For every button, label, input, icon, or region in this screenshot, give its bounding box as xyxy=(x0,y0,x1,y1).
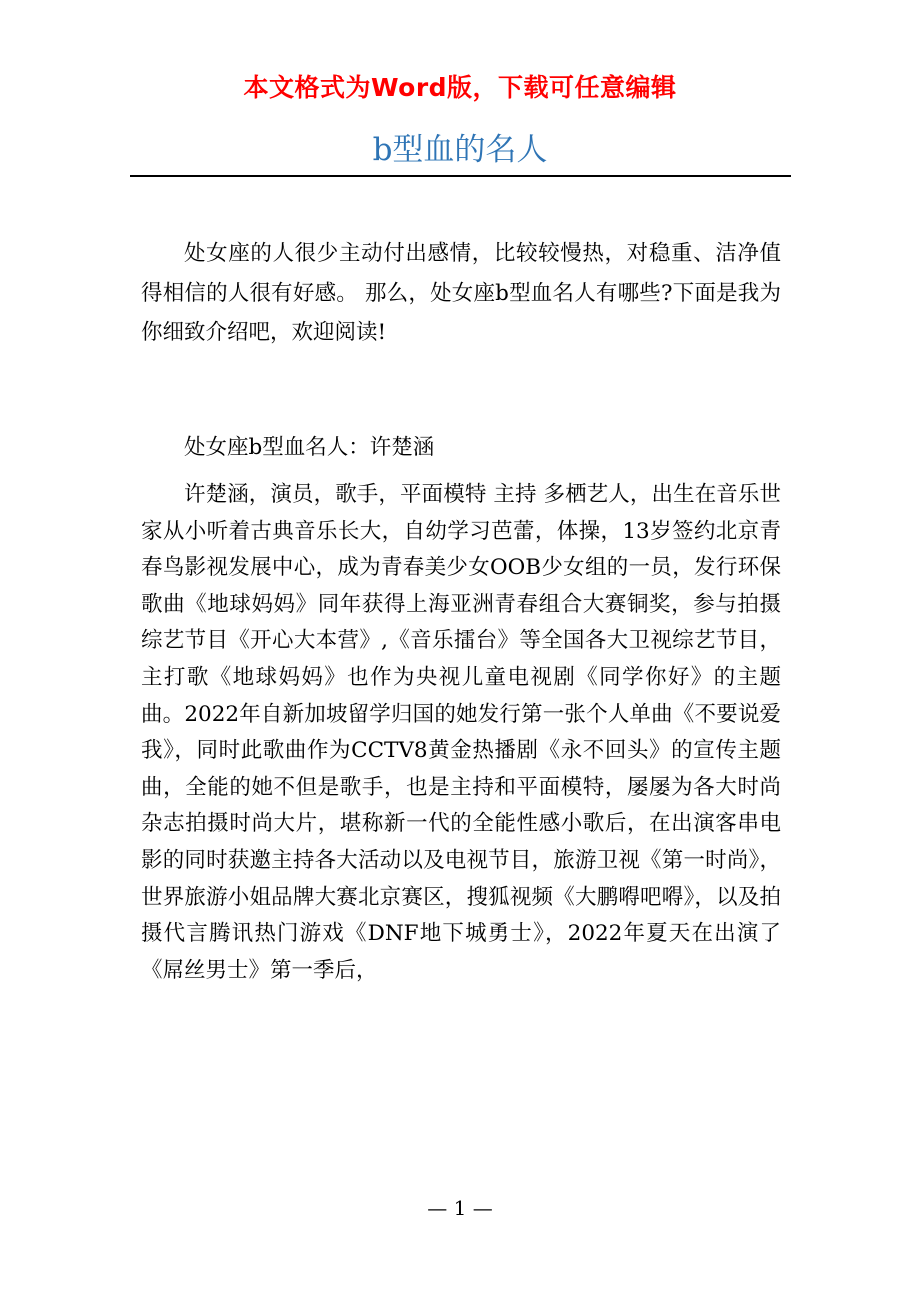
section-heading: 处女座b型血名人：许楚涵 xyxy=(184,435,435,460)
format-notice-banner: 本文格式为Word版，下载可任意编辑 xyxy=(243,73,677,102)
body-paragraph: 许楚涵，演员，歌手，平面模特 主持 多栖艺人，出生在音乐世家从小听着古典音乐长大，自幼学习芭蕾，体操，13岁签约北京青春鸟影视发展中心，成为青春美少女OOB少女组的一员，发行环保歌曲《地球妈妈》同年获得上海亚洲青春组合大赛铜奖，参与拍摄综艺节目《开心大本营》,《音乐擂台》等全国各大卫视综艺节目，主打歌《地球妈妈》也作为央视儿童电视剧《同学你好》的主题曲。2022年自新加坡留学归国的她发行第一张个人单曲《不要说爱我》，同时此歌曲作为CCTV8黄金热播剧《永不回头》的宣传主题曲，全能的她不但是歌手，也是主持和平面模特，屡屡为各大时尚杂志拍摄时尚大片，堪称新一代的全能性感小歌后，在出演客串电影的同时获邀主持各大活动以及电视节目，旅游卫视《第一时尚》，世界旅游小姐品牌大赛北京赛区，搜狐视频《大鹏嘚吧嘚》，以及拍摄代言腾讯热门游戏《DNF地下城勇士》，2022年夏天在出演了《屌丝男士》第一季后， xyxy=(141,482,781,983)
page-number: — 1 — xyxy=(427,1196,493,1220)
document-title: b型血的名人 xyxy=(372,132,548,168)
intro-paragraph: 处女座的人很少主动付出感情，比较较慢热，对稳重、洁净值得相信的人很有好感。 那么，处女座b型血名人有哪些?下面是我为你细致介绍吧，欢迎阅读! xyxy=(141,241,781,345)
title-underline-rule xyxy=(130,175,791,177)
